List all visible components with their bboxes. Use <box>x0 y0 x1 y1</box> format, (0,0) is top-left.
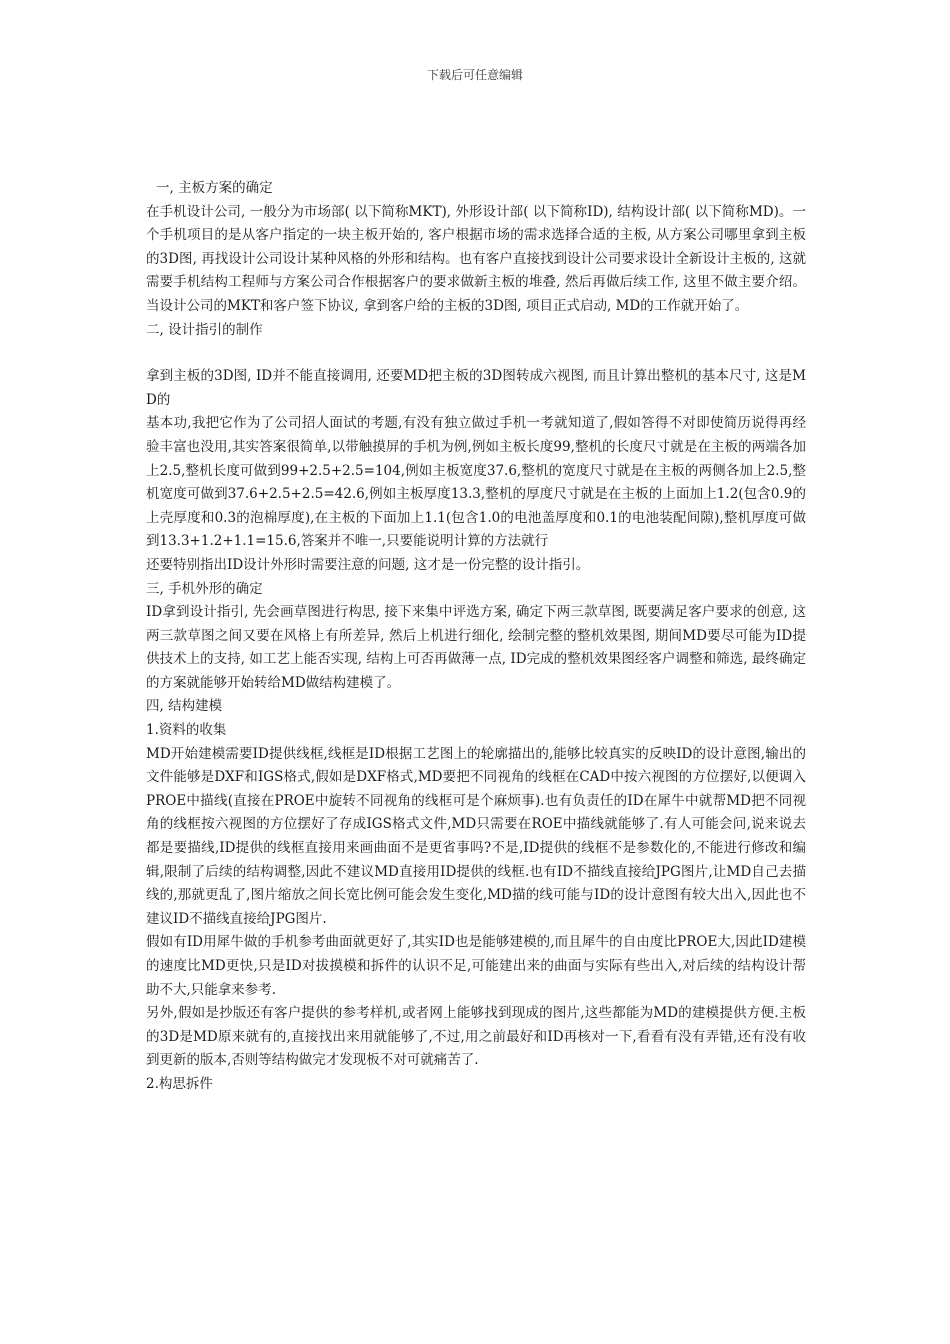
section-heading-2: 二, 设计指引的制作 <box>146 321 263 338</box>
paragraph: 还要特别指出ID设计外形时需要注意的问题, 这才是一份完整的设计指引。 <box>146 556 590 573</box>
section-heading-3: 三, 手机外形的确定 <box>146 580 263 597</box>
blank-line <box>146 342 806 365</box>
document-body <box>146 177 806 1097</box>
subsection-heading: 2.构思拆件 <box>146 1075 213 1092</box>
paragraph: 另外,假如是抄版还有客户提供的参考样机,或者网上能够找到现成的图片,这些都能为MD的建模提供方便.主板的3D是MD原来就有的,直接找出来用就能够了,不过,用之前最好和ID再核对一下,看看有没有弄错,还有没有收到更新的版本,否则等结构做完才发现板不对可就痛苦了. <box>146 1005 806 1069</box>
page-header: 下载后可任意编辑 <box>426 68 523 82</box>
paragraph: ID拿到设计指引, 先会画草图进行构思, 接下来集中评选方案, 确定下两三款草图, 既要满足客户要求的创意, 这两三款草图之间又要在风格上有所差异, 然后上机进行细化, 绘制完整的整机效果图, 期间MD要尽可能为ID提供技术上的支持, 如工艺上能否实现, 结构上可否再做薄一点, ID完成的整机效果图经客户调整和筛选, 最终确定的方案就能够开始转给MD做结构建模了。 <box>146 604 806 691</box>
subsection-heading: 1.资料的收集 <box>146 722 227 739</box>
paragraph: 在手机设计公司, 一般分为市场部( 以下简称MKT), 外形设计部( 以下简称ID), 结构设计部( 以下简称MD)。一个手机项目的是从客户指定的一块主板开始的, 客户根据市场的需求选择合适的主板, 从方案公司哪里拿到主板的3D图, 再找设计公司设计某种风格的外形和结构。也有客户直接找到设计公司要求设计全新设计主板的, 这就需要手机结构工程师与方案公司合作根据客户的要求做新主板的堆叠, 然后再做后续工作, 这里不做主要介绍。当设计公司的MKT和客户签下协议, 拿到客户给的主板的3D图, 项目正式启动, MD的工作就开始了。 <box>146 203 806 314</box>
section-heading-1: 一, 主板方案的确定 <box>156 180 273 196</box>
paragraph: 假如有ID用犀牛做的手机参考曲面就更好了,其实ID也是能够建模的,而且犀牛的自由度比PROE大,因此ID建模的速度比MD更快,只是ID对拔摸模和拆件的认识不足,可能建出来的曲面与实际有些出入,对后续的结构设计帮助不大,只能拿来参考. <box>146 934 806 998</box>
paragraph: 基本功,我把它作为了公司招人面试的考题,有没有独立做过手机一考就知道了,假如答得不对即使简历说得再经验丰富也没用,其实答案很简单,以带触摸屏的手机为例,例如主板长度99,整机的长度尺寸就是在主板的两端各加上2.5,整机长度可做到99+2.5+2.5=104,例如主板宽度37.6,整机的宽度尺寸就是在主板的两侧各加上2.5,整机宽度可做到37.6+2.5+2.5=42.6,例如主板厚度13.3,整机的厚度尺寸就是在主板的上面加上1.2(包含0.9的上壳厚度和0.3的泡棉厚度),在主板的下面加上1.1(包含1.0的电池盖厚度和0.1的电池装配间隙),整机厚度可做到13.3+1.2+1.1=15.6,答案并不唯一,只要能说明计算的方法就行 <box>146 415 806 550</box>
paragraph: MD开始建模需要ID提供线框,线框是ID根据工艺图上的轮廓描出的,能够比较真实的反映ID的设计意图,输出的文件能够是DXF和IGS格式,假如是DXF格式,MD要把不同视角的线框在CAD中按六视图的方位摆好,以便调入PROE中描线(直接在PROE中旋转不同视角的线框可是个麻烦事).也有负责任的ID在犀牛中就帮MD把不同视角的线框按六视图的方位摆好了存成IGS格式文件,MD只需要在ROE中描线就能够了.有人可能会问,说来说去都是要描线,ID提供的线框直接用来画曲面不是更省事吗?不是,ID提供的线框不是参数化的,不能进行修改和编辑,限制了后续的结构调整,因此不建议MD直接用ID提供的线框.也有ID不描线直接给JPG图片,让MD自己去描线的,那就更乱了,图片缩放之间长宽比例可能会发生变化,MD描的线可能与ID的设计意图有较大出入,因此也不建议ID不描线直接给JPG图片. <box>146 745 806 927</box>
paragraph: 拿到主板的3D图, ID并不能直接调用, 还要MD把主板的3D图转成六视图, 而且计算出整机的基本尺寸, 这是MD的 <box>146 368 806 408</box>
section-heading-4: 四, 结构建模 <box>146 698 223 715</box>
